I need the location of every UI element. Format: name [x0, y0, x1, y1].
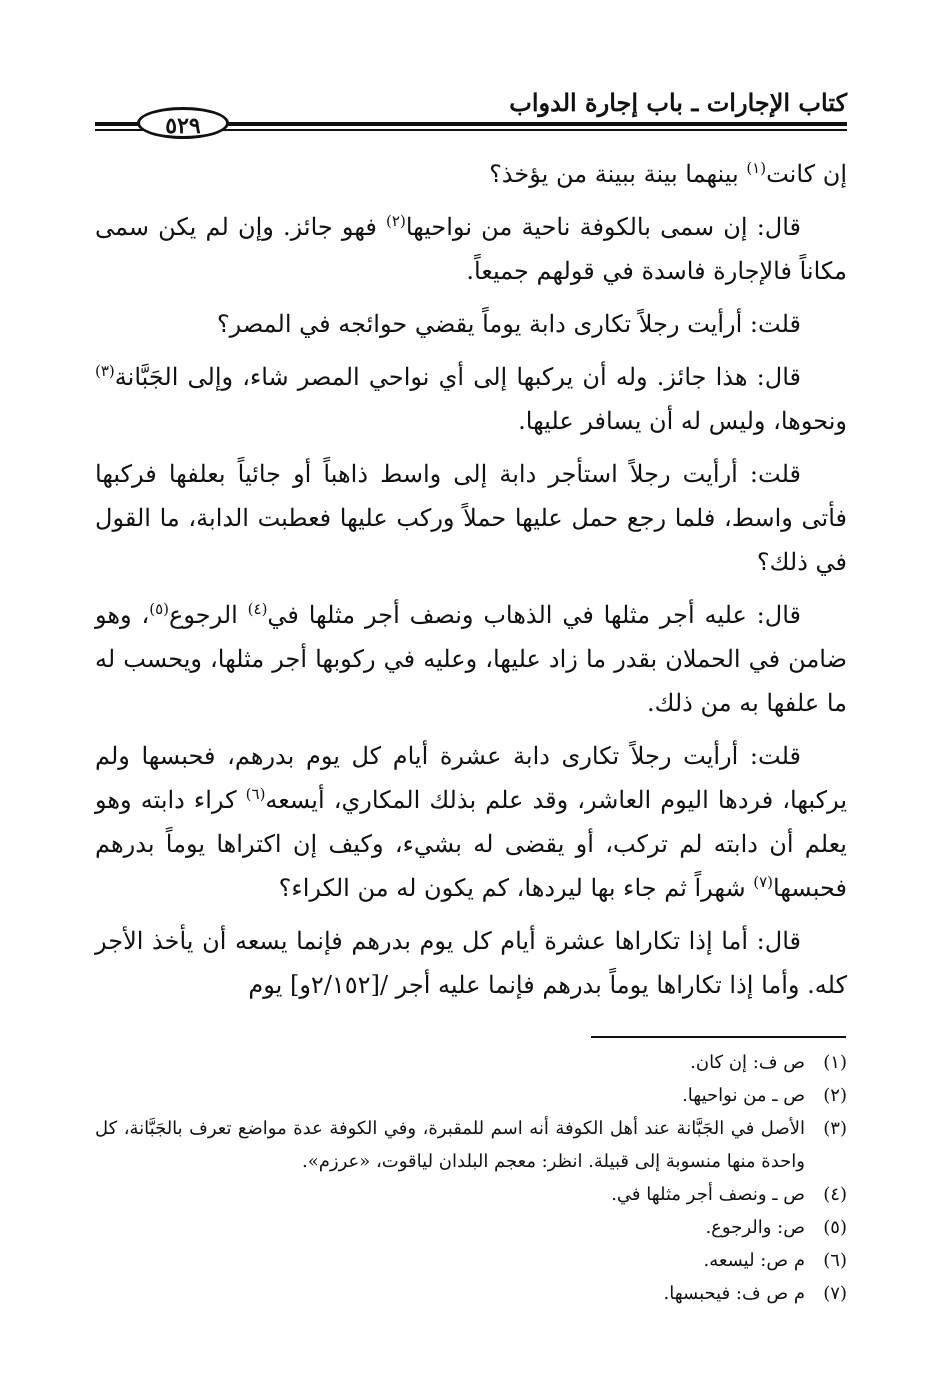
- footnote-marker: (٥): [149, 600, 170, 618]
- footnote: [95, 1211, 847, 1244]
- footnote: [95, 1244, 847, 1277]
- footnote-marker: (٦): [245, 785, 266, 803]
- footnote-number: (٤): [823, 1184, 847, 1205]
- footnote-number: (١): [823, 1052, 847, 1073]
- text-run: إن كانت: [766, 160, 847, 188]
- footnote: [95, 1277, 847, 1310]
- footnotes: [95, 1046, 847, 1310]
- chapter-title: كتاب الإجارات ـ باب إجارة الدواب: [509, 88, 847, 117]
- text-run: قال: عليه أجر مثلها في الذهاب ونصف أجر مثلها في: [267, 601, 801, 629]
- paragraph: [95, 205, 847, 293]
- footnote-number: (٣): [823, 1118, 847, 1139]
- footnote-number: (٧): [823, 1283, 847, 1304]
- footnote: [95, 1112, 847, 1178]
- footnote-marker: (٢): [386, 212, 406, 230]
- footnote-text: ص: والرجوع.: [705, 1217, 805, 1238]
- footnote-number: (٢): [823, 1085, 847, 1106]
- footnote-marker: (٣): [95, 362, 115, 380]
- footnote-marker: (٧): [753, 873, 773, 891]
- footnote-number: (٥): [823, 1217, 847, 1238]
- footnote-text: م ص: ليسعه.: [703, 1250, 805, 1271]
- footnote-text: الأصل في الجَبَّانة عند أهل الكوفة أنه اسم للمقبرة، وفي الكوفة عدة مواضع تعرف بالجَبَّانة، كل واحدة منها منسوبة إلى قبيلة. انظر: معجم البلدان لياقوت، «عرزم».: [95, 1118, 805, 1172]
- footnote-marker: (٤): [247, 600, 268, 618]
- footnote-marker: (١): [746, 159, 767, 177]
- text-run: قال: إن سمى بالكوفة ناحية من نواحيها: [405, 213, 801, 241]
- footnote-text: م ص ف: فيحبسها.: [663, 1283, 805, 1304]
- main-text: [95, 152, 847, 1016]
- paragraph: [95, 919, 847, 1007]
- footnote-text: ص ـ ونصف أجر مثلها في.: [611, 1184, 805, 1205]
- footnote-text: ص ـ من نواحيها.: [682, 1085, 805, 1106]
- paragraph: [95, 734, 847, 910]
- text-run: كراء دابته وهو يعلم أن دابته لم تركب، أو يقضى له بشيء، وكيف إن اكتراها يوماً بدرهم فحبسها: [95, 786, 847, 902]
- footnote: [95, 1178, 847, 1211]
- text-run: فهو جائز. وإن لم يكن سمى مكاناً فالإجارة فاسدة في قولهم جميعاً.: [95, 213, 847, 285]
- paragraph: [95, 593, 847, 725]
- footnote: [95, 1046, 847, 1079]
- text-run: قال: هذا جائز. وله أن يركبها إلى أي نواحي المصر شاء، وإلى الجَبَّانة: [114, 363, 801, 391]
- text-run: قلت: أرأيت رجلاً تكارى دابة يوماً يقضي حوائجه في المصر؟: [216, 310, 801, 338]
- text-run: قال: أما إذا تكاراها عشرة أيام كل يوم بدرهم فإنما يسعه أن يأخذ الأجر كله. وأما إذا تكاراها يوماً بدرهم فإنما عليه أجر /[٢/١٥٢و] يوم: [95, 927, 847, 999]
- footnote-separator: [591, 1036, 846, 1038]
- page-number: ٥٢٩: [137, 107, 229, 139]
- paragraph: [95, 152, 847, 196]
- text-run: قلت: أرأيت رجلاً تكارى دابة عشرة أيام كل يوم بدرهم، فحبسها ولم يركبها، فردها اليوم العاشر، وقد علم بذلك المكاري، أيسعه: [95, 742, 848, 814]
- paragraph: [95, 355, 847, 443]
- text-run: الرجوع: [169, 601, 248, 629]
- footnote-text: ص ف: إن كان.: [690, 1052, 805, 1073]
- text-run: قلت: أرأيت رجلاً استأجر دابة إلى واسط ذاهباً أو جائياً بعلفها فركبها فأتى واسط، فلما رجع حمل عليها حملاً وركب عليها فعطبت الدابة، ما القول في ذلك؟: [95, 460, 847, 576]
- text-run: شهراً ثم جاء بها ليردها، كم يكون له من الكراء؟: [278, 874, 754, 902]
- paragraph: [95, 302, 847, 346]
- text-run: ، وهو ضامن في الحملان بقدر ما زاد عليها، وعليه في ركوبها أجر مثلها، ويحسب له ما علفها به من ذلك.: [95, 601, 848, 717]
- running-header: [95, 88, 847, 138]
- footnote: [95, 1079, 847, 1112]
- paragraph: [95, 452, 847, 584]
- footnote-number: (٦): [823, 1250, 847, 1271]
- text-run: بينهما بينة ببينة من يؤخذ؟: [489, 160, 747, 188]
- text-run: ونحوها، وليس له أن يسافر عليها.: [518, 407, 847, 435]
